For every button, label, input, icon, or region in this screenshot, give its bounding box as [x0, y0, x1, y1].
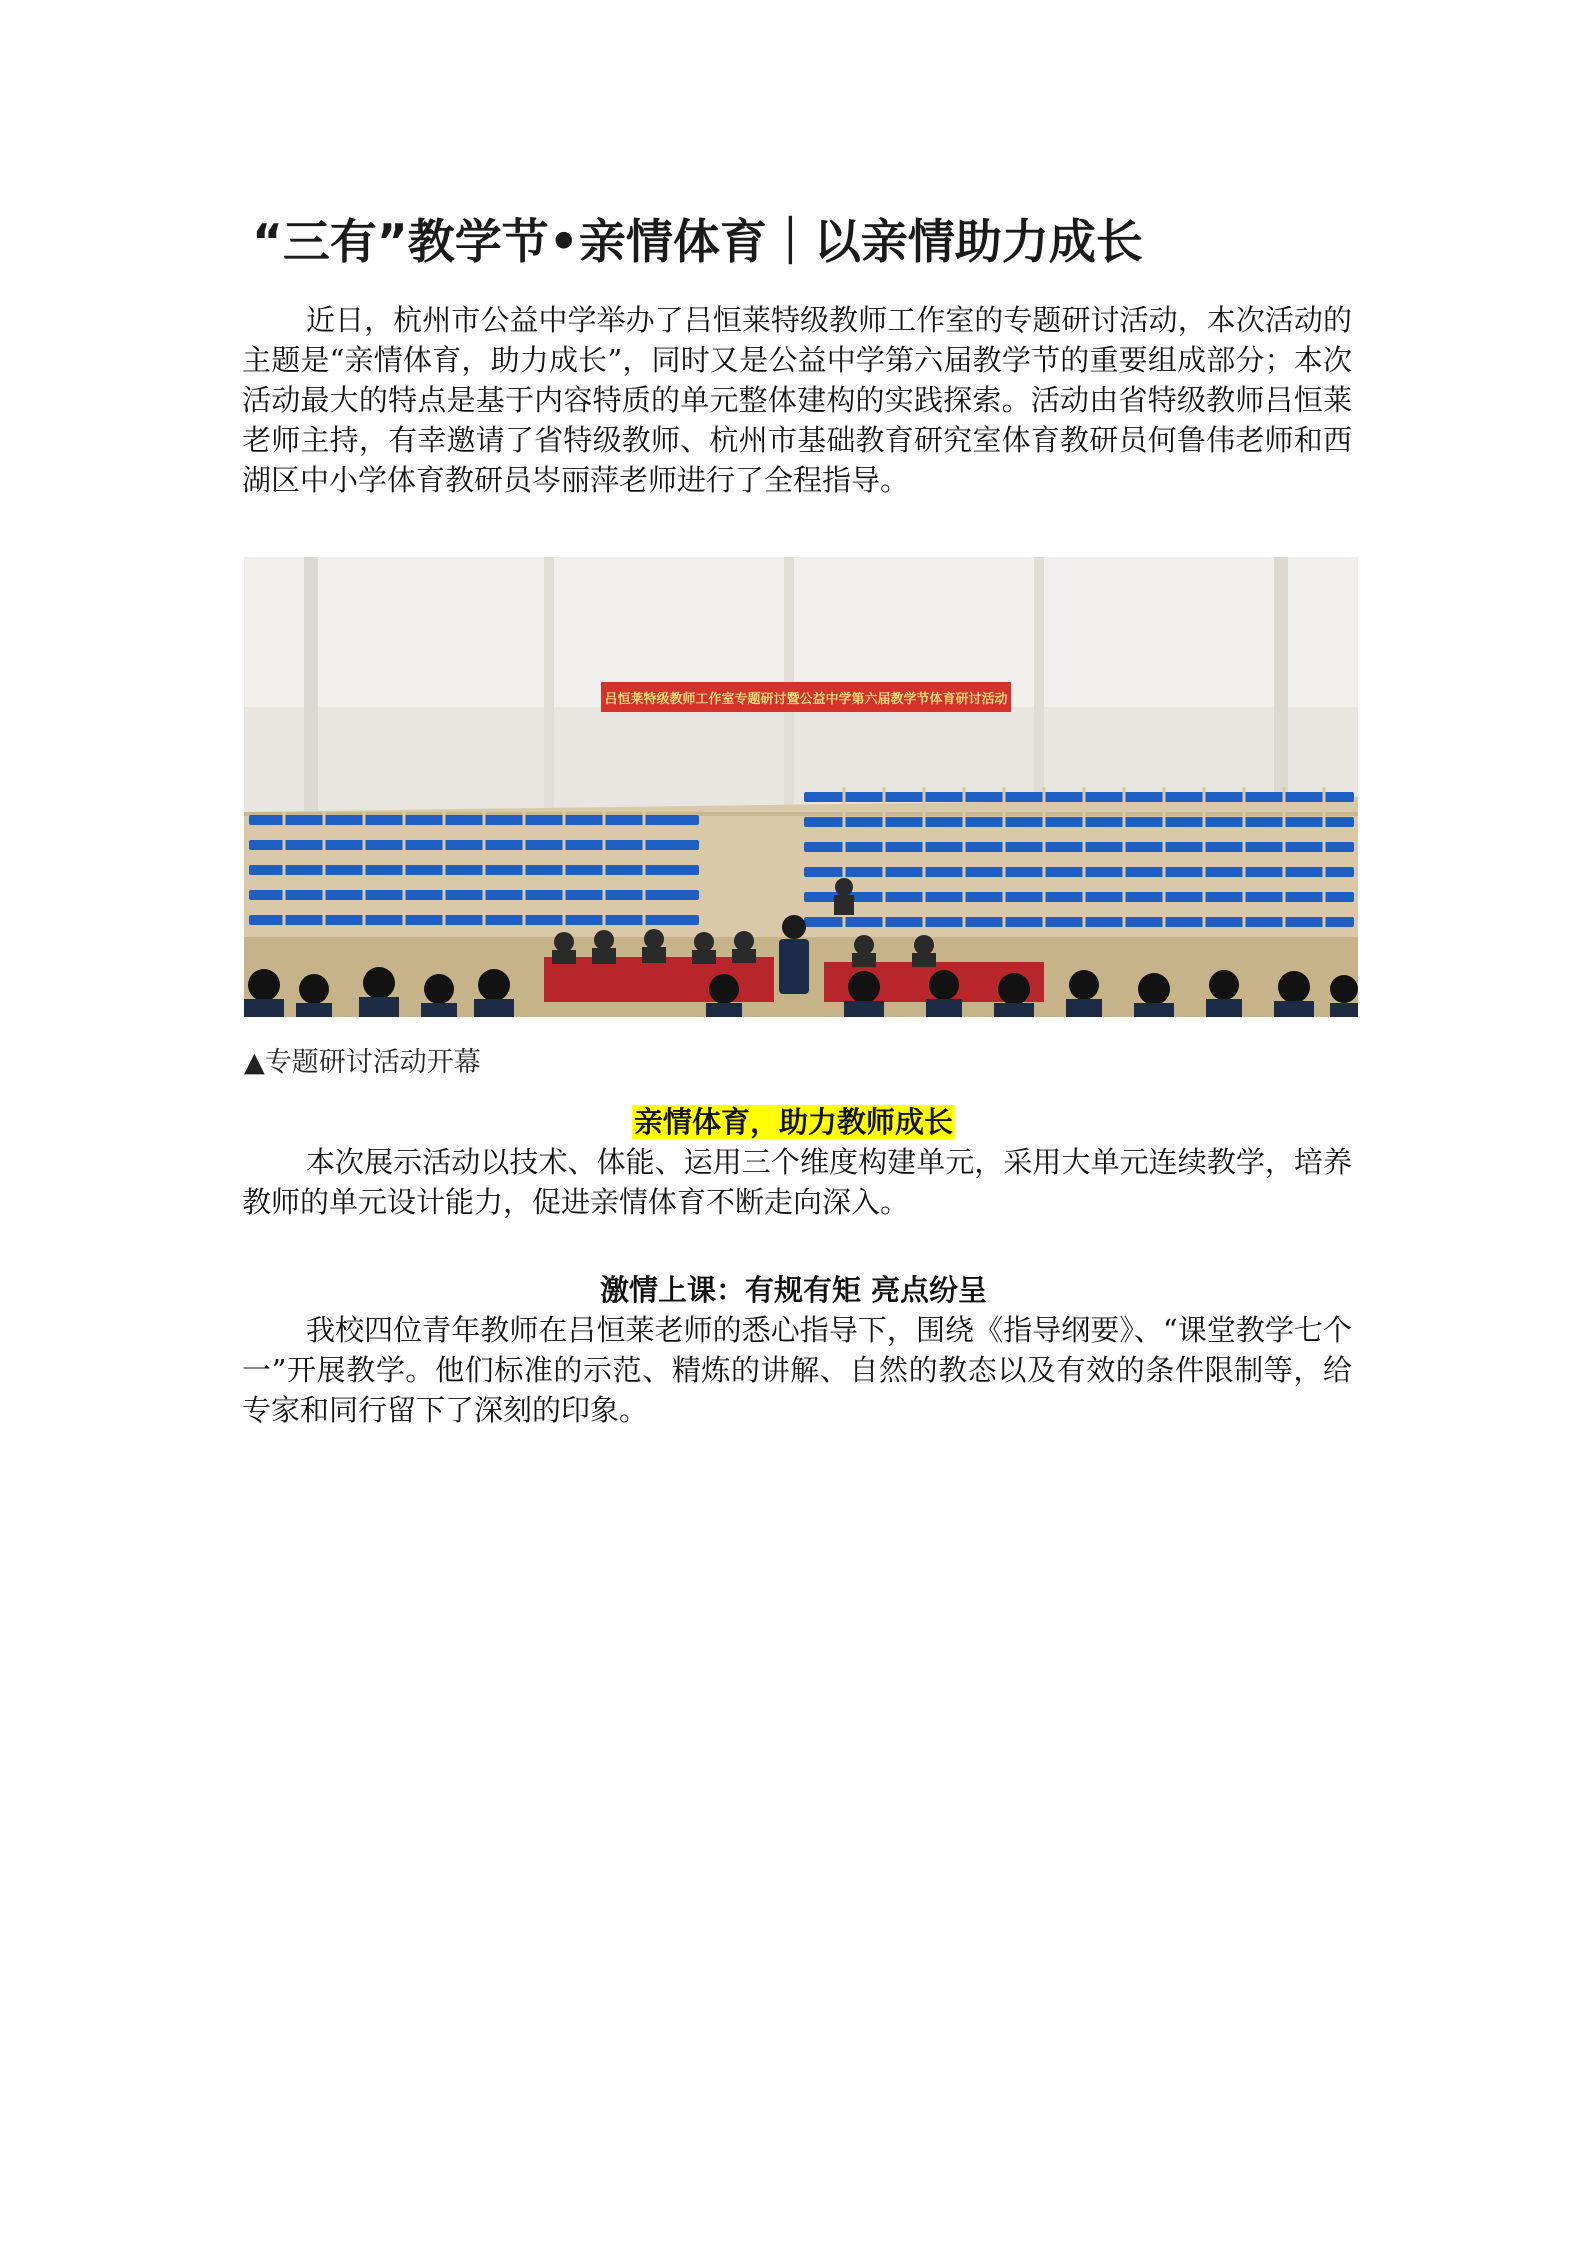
- photo-caption: ▲专题研讨活动开幕: [244, 1047, 481, 1078]
- section1-heading-text: 亲情体育，助力教师成长: [633, 1105, 953, 1139]
- section2-paragraph: 我校四位青年教师在吕恒莱老师的悉心指导下，围绕《指导纲要》、“课堂教学七个一”开展教学。他们标准的示范、精炼的讲解、自然的教态以及有效的条件限制等，给专家和同行留下了深刻的印象。: [242, 1313, 1352, 1427]
- section2-heading: 激情上课：有规有矩 亮点纷呈: [599, 1273, 988, 1307]
- banner-text: 吕恒莱特级教师工作室专题研讨暨公益中学第六届教学节体育研讨活动: [604, 692, 1008, 707]
- intro-paragraph: 近日，杭州市公益中学举办了吕恒莱特级教师工作室的专题研讨活动，本次活动的主题是“亲情体育，助力成长”，同时又是公益中学第六届教学节的重要组成部分；本次活动最大的特点是基于内容特质的单元整体建构的实践探索。活动由省特级教师吕恒莱老师主持，有幸邀请了省特级教师、杭州市基础教育研究室体育教研员何鲁伟老师和西湖区中小学体育教研员岑丽萍老师进行了全程指导。: [242, 303, 1352, 497]
- event-photo: [244, 557, 1358, 1017]
- article-title: “三有”教学节•亲情体育｜以亲情助力成长: [252, 215, 1143, 270]
- section1-heading: [0, 1100, 1587, 1141]
- section1-paragraph: 本次展示活动以技术、体能、运用三个维度构建单元，采用大单元连续教学，培养教师的单元设计能力，促进亲情体育不断走向深入。: [242, 1145, 1352, 1219]
